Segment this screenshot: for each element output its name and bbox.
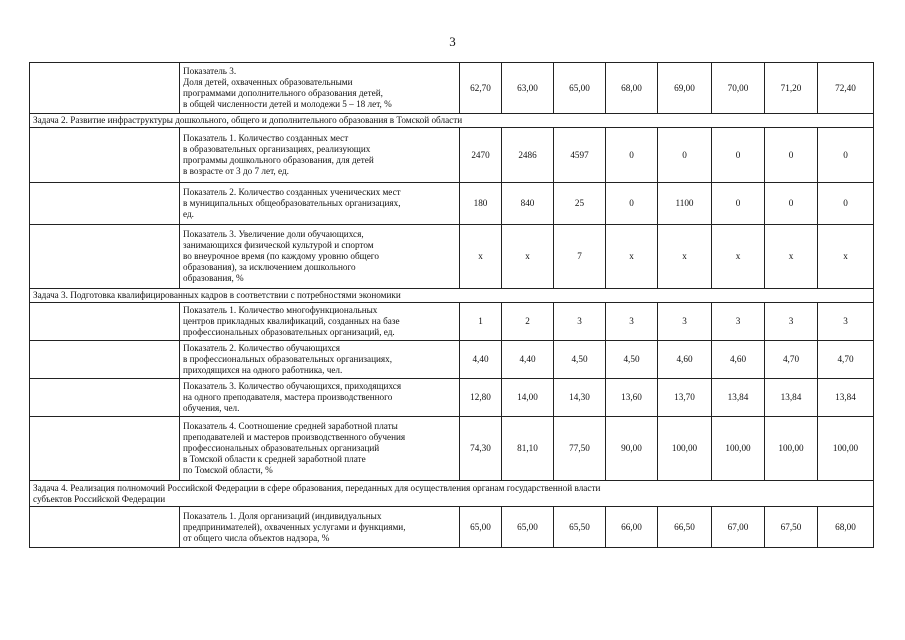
value-cell: x [502,225,554,289]
value-cell: x [818,225,874,289]
value-cell: x [712,225,765,289]
value-cell: 100,00 [658,417,712,481]
value-cell: 12,80 [460,379,502,417]
indicator-row [30,417,874,481]
value-cell: 3 [658,303,712,341]
value-cell: 180 [460,183,502,225]
value-cell: 13,60 [606,379,658,417]
empty-cell [30,225,180,289]
indicator-text: Показатель 1. Доля организаций (индивидуальных предпринимателей), охваченных услугами и функциями, от общего числа объектов надзора, % [180,507,460,548]
value-cell: 4,60 [712,341,765,379]
value-cell: 1 [460,303,502,341]
value-cell: 13,84 [818,379,874,417]
value-cell: 3 [554,303,606,341]
value-cell: 2470 [460,128,502,183]
indicator-text: Показатель 4. Соотношение средней заработной платы преподавателей и мастеров производственного обучения профессиональных образовательных организаций в Томской области к средней заработной плате по Томской области, % [180,417,460,481]
value-cell: 1100 [658,183,712,225]
value-cell: 0 [712,183,765,225]
value-cell: 13,84 [765,379,818,417]
value-cell: 4,50 [554,341,606,379]
task-heading: Задача 4. Реализация полномочий Российской Федерации в сфере образования, переданных для осуществления органам государственной власти субъектов Российской Федерации [30,481,874,507]
value-cell: 0 [818,183,874,225]
indicator-text: Показатель 1. Количество созданных мест в образовательных организациях, реализующих программы дошкольного образования, для детей в возрасте от 3 до 7 лет, ед. [180,128,460,183]
value-cell: 67,50 [765,507,818,548]
value-cell: 77,50 [554,417,606,481]
indicator-text: Показатель 1. Количество многофункциональных центров прикладных квалификаций, созданных на базе профессиональных образовательных организаций, ед. [180,303,460,341]
value-cell: 0 [712,128,765,183]
value-cell: 65,00 [460,507,502,548]
value-cell: 2486 [502,128,554,183]
value-cell: 4,60 [658,341,712,379]
value-cell: 100,00 [712,417,765,481]
empty-cell [30,128,180,183]
value-cell: 90,00 [606,417,658,481]
value-cell: x [765,225,818,289]
value-cell: 4,40 [460,341,502,379]
value-cell: 68,00 [818,507,874,548]
task-row [30,481,874,507]
value-cell: 7 [554,225,606,289]
value-cell: 25 [554,183,606,225]
value-cell: 65,50 [554,507,606,548]
value-cell: 4,70 [765,341,818,379]
indicator-text: Показатель 3. Количество обучающихся, приходящихся на одного преподавателя, мастера производственного обучения, чел. [180,379,460,417]
value-cell: 14,00 [502,379,554,417]
value-cell: 67,00 [712,507,765,548]
value-cell: 68,00 [606,63,658,114]
empty-cell [30,183,180,225]
value-cell: 62,70 [460,63,502,114]
task-row [30,289,874,303]
value-cell: 100,00 [765,417,818,481]
value-cell: 63,00 [502,63,554,114]
value-cell: 3 [606,303,658,341]
empty-cell [30,63,180,114]
empty-cell [30,303,180,341]
value-cell: 2 [502,303,554,341]
value-cell: 81,10 [502,417,554,481]
value-cell: x [606,225,658,289]
indicator-row [30,128,874,183]
task-row [30,114,874,128]
indicator-row [30,63,874,114]
indicator-text: Показатель 2. Количество созданных ученических мест в муниципальных общеобразовательных организациях, ед. [180,183,460,225]
value-cell: 65,00 [554,63,606,114]
indicator-row [30,303,874,341]
indicator-text: Показатель 3. Увеличение доли обучающихся, занимающихся физической культурой и спортом во внеурочное время (по каждому уровню общего образования), за исключением дошкольного образования, % [180,225,460,289]
value-cell: 0 [658,128,712,183]
value-cell: 840 [502,183,554,225]
value-cell: 3 [765,303,818,341]
indicator-row [30,341,874,379]
value-cell: 4597 [554,128,606,183]
value-cell: 4,70 [818,341,874,379]
value-cell: 0 [765,128,818,183]
value-cell: 74,30 [460,417,502,481]
indicator-text: Показатель 2. Количество обучающихся в профессиональных образовательных организациях, приходящихся на одного работника, чел. [180,341,460,379]
empty-cell [30,417,180,481]
empty-cell [30,379,180,417]
value-cell: 69,00 [658,63,712,114]
value-cell: 4,50 [606,341,658,379]
indicator-row [30,507,874,548]
value-cell: 100,00 [818,417,874,481]
value-cell: 66,00 [606,507,658,548]
value-cell: 66,50 [658,507,712,548]
value-cell: 13,70 [658,379,712,417]
indicator-row [30,379,874,417]
indicator-text: Показатель 3. Доля детей, охваченных образовательными программами дополнительного образования детей, в общей численности детей и молодежи 5 – 18 лет, % [180,63,460,114]
value-cell: 70,00 [712,63,765,114]
indicators-table [29,62,874,548]
value-cell: 65,00 [502,507,554,548]
value-cell: 0 [606,183,658,225]
value-cell: 71,20 [765,63,818,114]
value-cell: 4,40 [502,341,554,379]
value-cell: x [658,225,712,289]
value-cell: 72,40 [818,63,874,114]
value-cell: 0 [606,128,658,183]
value-cell: 13,84 [712,379,765,417]
value-cell: 3 [818,303,874,341]
indicator-row [30,183,874,225]
page-number: 3 [449,34,456,49]
value-cell: 0 [765,183,818,225]
empty-cell [30,341,180,379]
value-cell: 3 [712,303,765,341]
value-cell: x [460,225,502,289]
indicator-row [30,225,874,289]
value-cell: 14,30 [554,379,606,417]
empty-cell [30,507,180,548]
task-heading: Задача 3. Подготовка квалифицированных кадров в соответствии с потребностями экономики [30,289,874,303]
value-cell: 0 [818,128,874,183]
task-heading: Задача 2. Развитие инфраструктуры дошкольного, общего и дополнительного образования в Томской области [30,114,874,128]
